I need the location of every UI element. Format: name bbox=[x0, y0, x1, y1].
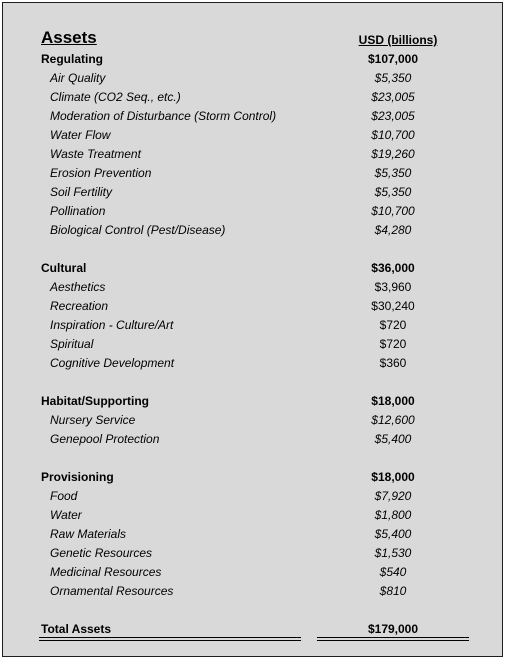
item-label: Water Flow bbox=[50, 128, 111, 142]
item-label: Erosion Prevention bbox=[50, 166, 152, 180]
item-value: $1,530 bbox=[374, 546, 412, 560]
item-row bbox=[3, 316, 504, 335]
item-label: Water bbox=[50, 508, 82, 522]
item-row bbox=[3, 221, 504, 240]
category-value: $36,000 bbox=[371, 261, 415, 275]
item-value: $10,700 bbox=[371, 128, 415, 142]
item-value: $5,350 bbox=[374, 166, 412, 180]
item-row bbox=[3, 335, 504, 354]
item-row bbox=[3, 354, 504, 373]
item-label: Genetic Resources bbox=[50, 546, 153, 560]
item-value: $5,400 bbox=[374, 432, 412, 446]
category-label: Habitat/Supporting bbox=[41, 394, 149, 408]
item-value: $810 bbox=[379, 584, 407, 598]
category-label: Provisioning bbox=[41, 470, 114, 484]
item-row bbox=[3, 202, 504, 221]
item-row bbox=[3, 278, 504, 297]
item-row bbox=[3, 430, 504, 449]
item-label: Inspiration - Culture/Art bbox=[50, 318, 174, 332]
item-label: Climate (CO2 Seq., etc.) bbox=[50, 90, 181, 104]
category-row-regulating bbox=[3, 50, 504, 69]
item-value: $720 bbox=[379, 337, 407, 351]
item-value: $1,800 bbox=[374, 508, 412, 522]
category-value: $18,000 bbox=[371, 470, 415, 484]
category-row-cultural bbox=[3, 259, 504, 278]
category-value: $18,000 bbox=[371, 394, 415, 408]
item-label: Soil Fertility bbox=[50, 185, 113, 199]
item-label: Genepool Protection bbox=[50, 432, 160, 446]
item-row bbox=[3, 487, 504, 506]
item-label: Food bbox=[50, 489, 78, 503]
item-row bbox=[3, 525, 504, 544]
item-row bbox=[3, 544, 504, 563]
total-label-double-rule bbox=[39, 637, 301, 641]
column-header-usd: USD (billions) bbox=[358, 33, 438, 47]
item-label: Aesthetics bbox=[50, 280, 106, 294]
item-label: Biological Control (Pest/Disease) bbox=[50, 223, 226, 237]
item-value: $23,005 bbox=[371, 109, 415, 123]
item-value: $540 bbox=[379, 565, 407, 579]
item-row bbox=[3, 506, 504, 525]
item-row bbox=[3, 145, 504, 164]
item-value: $12,600 bbox=[371, 413, 415, 427]
item-value: $720 bbox=[379, 318, 407, 332]
item-label: Ornamental Resources bbox=[50, 584, 174, 598]
item-value: $5,400 bbox=[374, 527, 412, 541]
item-value: $360 bbox=[379, 356, 407, 370]
category-value: $107,000 bbox=[367, 52, 419, 66]
category-label: Cultural bbox=[41, 261, 87, 275]
item-label: Air Quality bbox=[50, 71, 106, 85]
item-row bbox=[3, 126, 504, 145]
item-label: Raw Materials bbox=[50, 527, 127, 541]
total-label: Total Assets bbox=[41, 622, 112, 636]
category-row-habitat-supporting bbox=[3, 392, 504, 411]
item-label: Moderation of Disturbance (Storm Control) bbox=[50, 109, 277, 123]
item-row bbox=[3, 411, 504, 430]
item-label: Cognitive Development bbox=[50, 356, 175, 370]
category-label: Regulating bbox=[41, 52, 103, 66]
item-value: $19,260 bbox=[371, 147, 415, 161]
item-label: Pollination bbox=[50, 204, 106, 218]
item-label: Medicinal Resources bbox=[50, 565, 162, 579]
item-row bbox=[3, 582, 504, 601]
page-title: Assets bbox=[41, 28, 97, 47]
item-value: $5,350 bbox=[374, 71, 412, 85]
item-label: Nursery Service bbox=[50, 413, 136, 427]
item-label: Waste Treatment bbox=[50, 147, 141, 161]
item-row bbox=[3, 107, 504, 126]
item-row bbox=[3, 164, 504, 183]
item-row bbox=[3, 563, 504, 582]
item-label: Recreation bbox=[50, 299, 109, 313]
item-row bbox=[3, 297, 504, 316]
assets-sheet bbox=[2, 2, 503, 657]
item-value: $7,920 bbox=[374, 489, 412, 503]
item-value: $10,700 bbox=[371, 204, 415, 218]
item-value: $4,280 bbox=[374, 223, 412, 237]
item-value: $3,960 bbox=[374, 280, 412, 294]
item-label: Spiritual bbox=[50, 337, 94, 351]
item-value: $30,240 bbox=[371, 299, 415, 313]
item-row bbox=[3, 69, 504, 88]
total-value: $179,000 bbox=[367, 622, 419, 636]
item-row bbox=[3, 183, 504, 202]
category-row-provisioning bbox=[3, 468, 504, 487]
total-value-double-rule bbox=[317, 637, 469, 641]
item-value: $5,350 bbox=[374, 185, 412, 199]
item-row bbox=[3, 88, 504, 107]
item-value: $23,005 bbox=[371, 90, 415, 104]
